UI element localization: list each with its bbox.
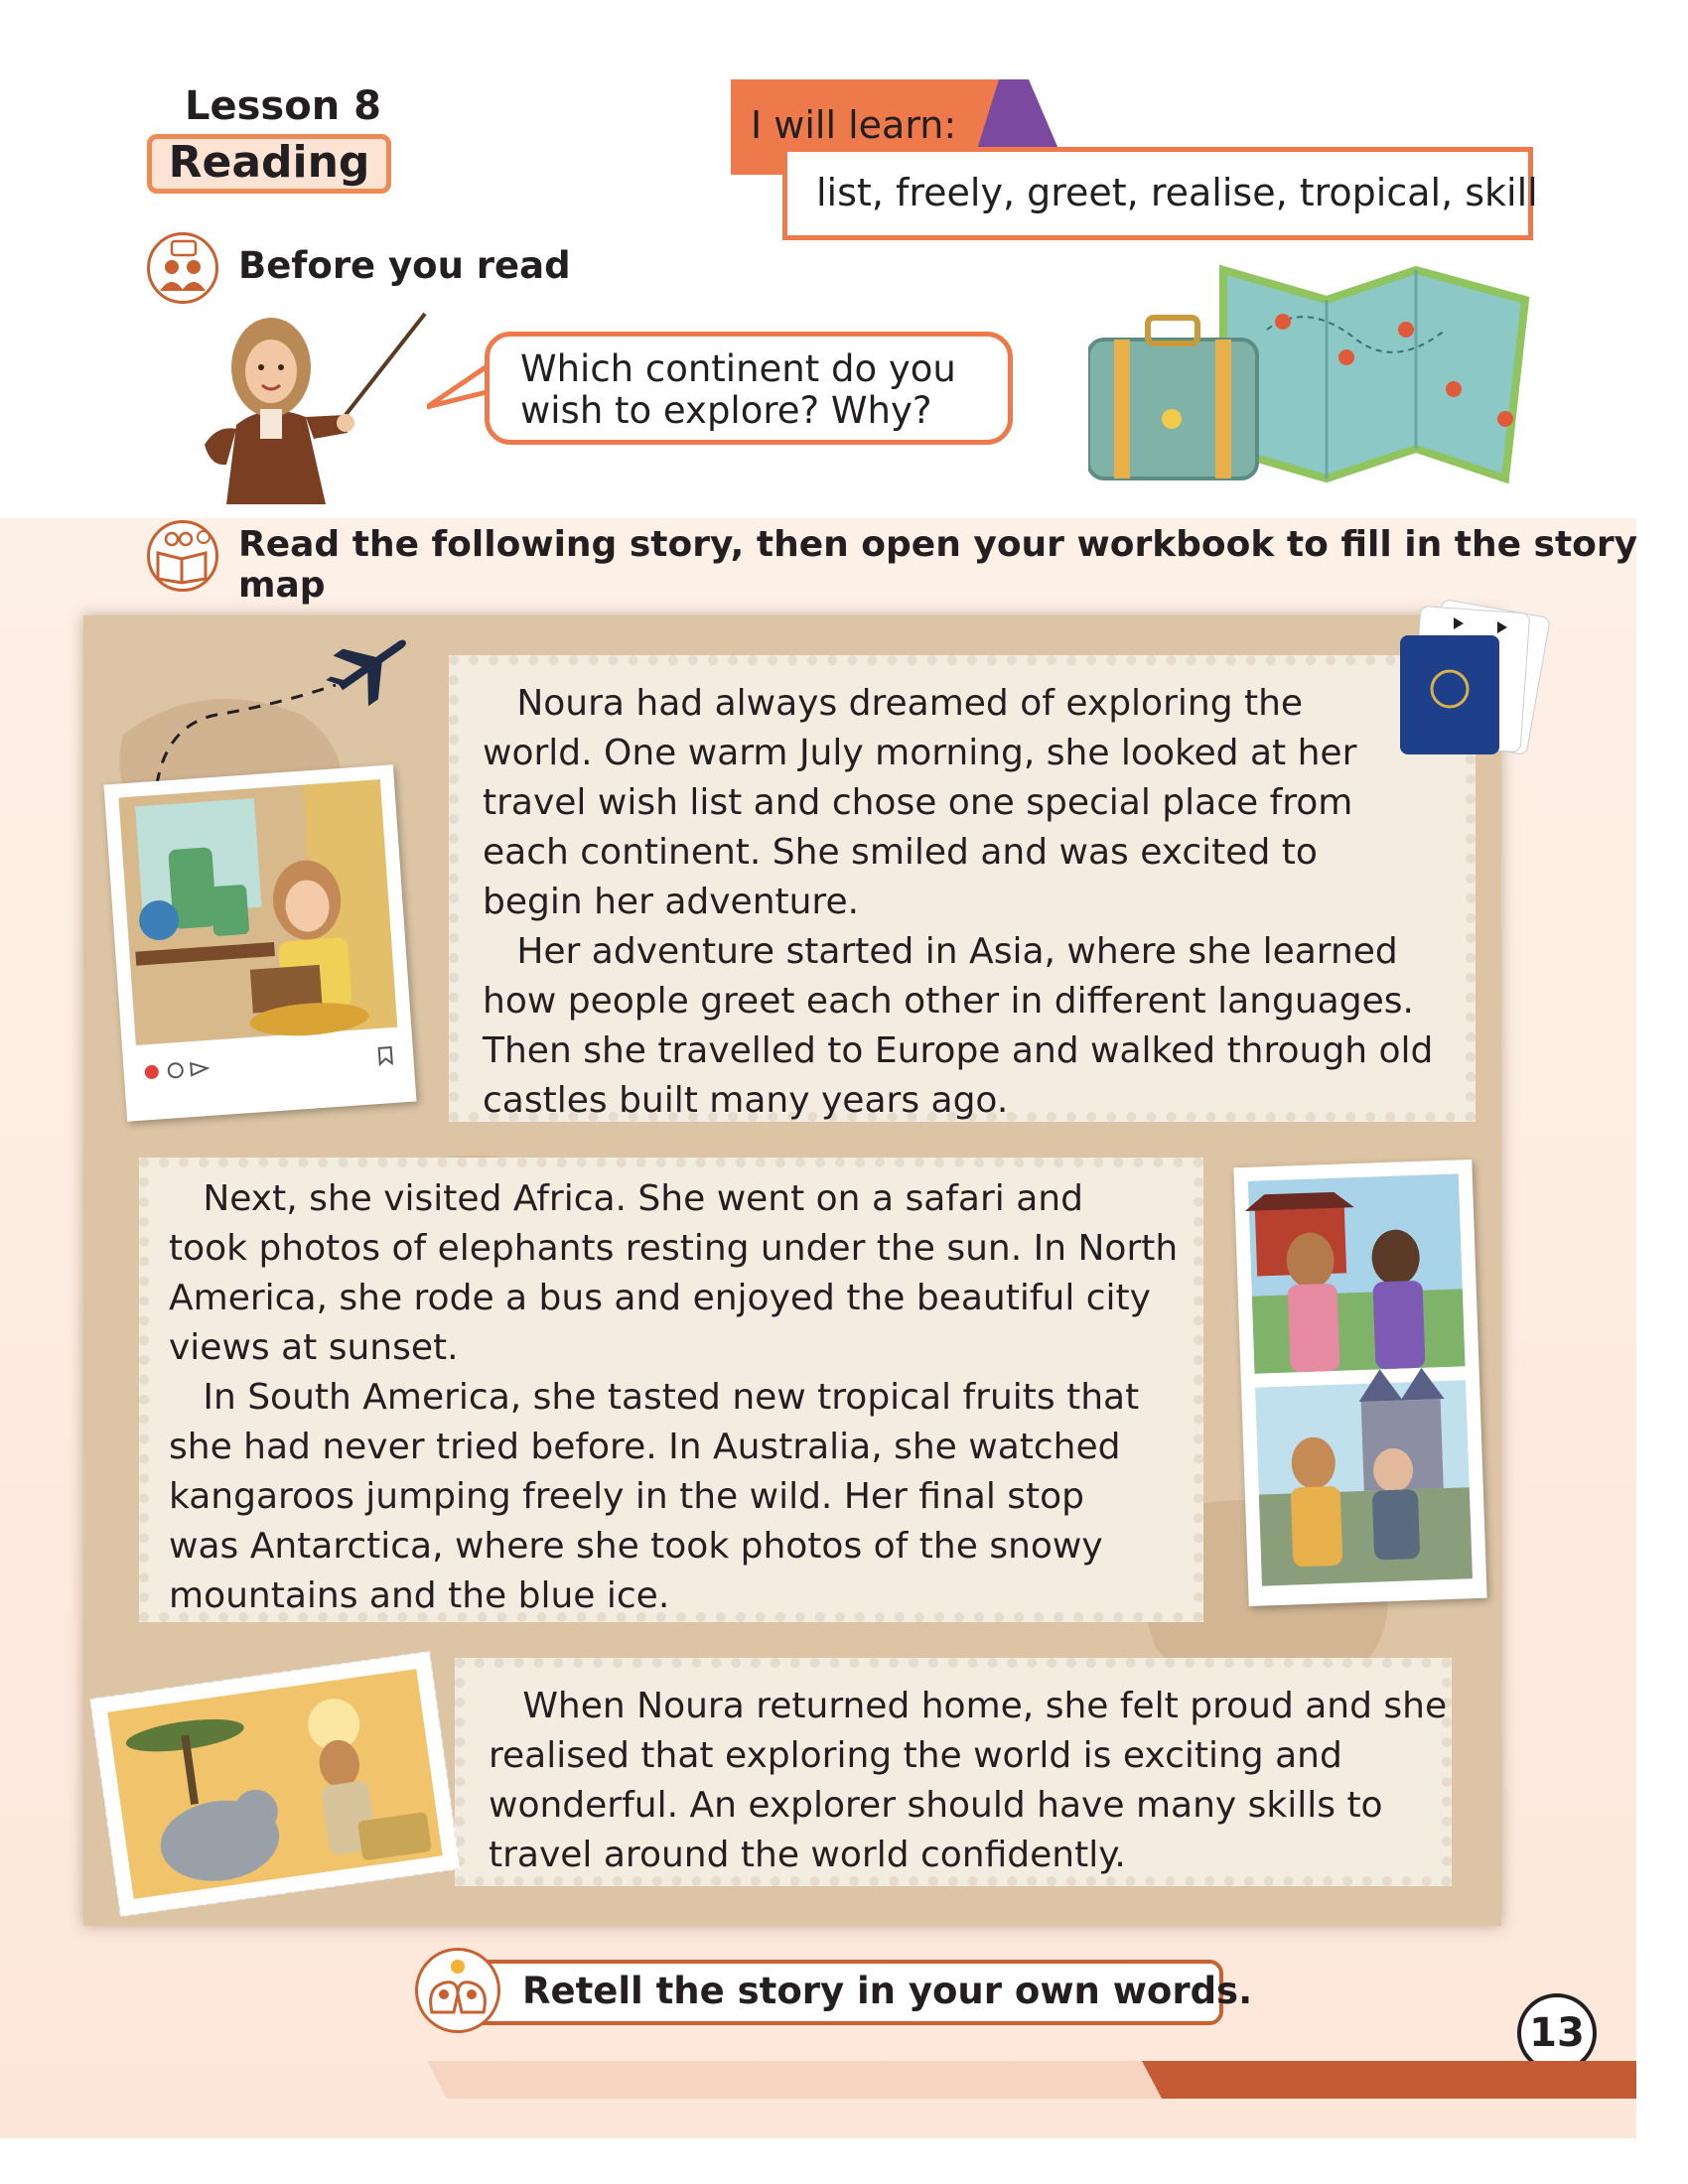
story-line: views at sunset. <box>169 1327 459 1368</box>
story-line: realised that exploring the world is exciting and <box>489 1735 1342 1776</box>
story-line: mountains and the blue ice. <box>169 1575 670 1616</box>
story-line: was Antarctica, where she took photos of the snowy <box>169 1526 1103 1567</box>
story-line: wonderful. An explorer should have many skills to <box>489 1785 1383 1826</box>
photo-noura-reading <box>103 764 416 1122</box>
story-line: begin her adventure. <box>483 882 860 922</box>
story-instruction: Read the following story, then open your workbook to fill in the story map <box>238 524 1638 606</box>
teacher-illustration <box>197 306 435 504</box>
retell-instruction: Retell the story in your own words. <box>522 1970 1253 2012</box>
story-line: travel wish list and chose one special place from <box>483 782 1353 823</box>
story-line: Next, she visited Africa. She went on a safari and <box>169 1178 1083 1219</box>
story-line: America, she rode a bus and enjoyed the beautiful city <box>169 1278 1151 1318</box>
story-line: world. One warm July morning, she looked at her <box>483 733 1357 773</box>
photo-asia-europe <box>1233 1160 1486 1606</box>
lesson-number: Lesson 8 <box>185 83 381 129</box>
thinking-heads-icon <box>415 1948 500 2033</box>
story-line: Then she travelled to Europe and walked through old <box>483 1030 1434 1071</box>
before-you-read-heading: Before you read <box>238 244 571 287</box>
share-icon <box>191 1062 208 1075</box>
story-line: kangaroos jumping freely in the wild. Her final stop <box>169 1476 1085 1517</box>
section-title: Reading <box>147 134 391 194</box>
story-line: travel around the world confidently. <box>489 1835 1126 1875</box>
vocabulary-list: list, freely, greet, realise, tropical, skill <box>816 171 1538 214</box>
story-line: Noura had always dreamed of exploring the <box>483 683 1304 724</box>
story-line: castles built many years ago. <box>483 1080 1009 1121</box>
question-line-1: Which continent do you <box>520 347 956 390</box>
question-line-2: wish to explore? Why? <box>520 389 932 432</box>
learn-label: I will learn: <box>751 103 957 147</box>
bottom-decorative-bar <box>0 2061 1636 2099</box>
bookmark-icon <box>379 1047 392 1064</box>
page-number: 13 <box>1517 1993 1597 2073</box>
story-line: Her adventure started in Asia, where she learned <box>483 931 1398 972</box>
story-line: In South America, she tasted new tropical fruits that <box>169 1377 1140 1418</box>
suitcase-and-map-illustration <box>1088 260 1533 486</box>
reading-book-icon <box>147 520 218 592</box>
story-line: how people greet each other in different languages. <box>483 981 1414 1022</box>
comment-icon <box>168 1063 183 1078</box>
passport-and-tickets-illustration <box>1380 596 1559 764</box>
story-line: took photos of elephants resting under the sun. In North <box>169 1228 1179 1269</box>
heart-icon <box>144 1064 159 1079</box>
story-line: she had never tried before. In Australia, she watched <box>169 1427 1121 1467</box>
discussion-icon <box>147 232 218 304</box>
story-line: When Noura returned home, she felt proud and she <box>489 1686 1448 1726</box>
story-line: each continent. She smiled and was excited to <box>483 832 1318 873</box>
